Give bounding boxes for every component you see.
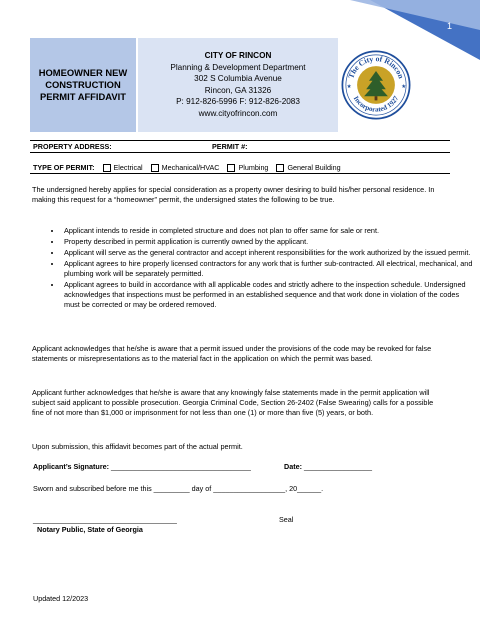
updated-date: Updated 12/2023	[33, 594, 89, 603]
seal-top-text: The City of Rincon	[346, 54, 406, 80]
property-address-field[interactable]	[33, 142, 112, 151]
city-state-zip: Rincon, GA 31326	[204, 85, 272, 95]
list-item: • Applicant will serve as the general contractor and accept inherent responsibilities for the work authorized by the issued permit.	[62, 248, 476, 258]
list-item: • Applicant intends to reside in completed structure and does not plan to offer same for sale or rent.	[62, 226, 476, 236]
permit-type-general-building: General Building	[287, 163, 341, 172]
property-address-label: PROPERTY ADDRESS:	[33, 142, 112, 151]
intro-paragraph: The undersigned hereby applies for special consideration as a property owner desiring to build his/her personal residence. In making this request for a “homeowner” permit, the undersigned states the following to be true.	[32, 185, 435, 204]
city-name: CITY OF RINCON	[204, 51, 272, 60]
date-line: _________________	[303, 462, 372, 471]
list-item: • Applicant agrees to hire properly licensed contractors for any work that is further sub-contracted. All electrical, mechanical, and plumbing work will be separately permitted.	[62, 259, 476, 279]
general-building-checkbox[interactable]	[276, 164, 284, 172]
department-name: Planning & Development Department	[170, 62, 306, 72]
plumbing-checkbox[interactable]	[227, 164, 235, 172]
notary-label: Notary Public, State of Georgia	[37, 525, 143, 534]
city-seal-logo	[341, 50, 411, 120]
permit-type-label: TYPE OF PERMIT:	[33, 163, 95, 172]
electrical-checkbox[interactable]	[103, 164, 111, 172]
page-number: 1	[446, 21, 452, 31]
form-title-box	[30, 38, 136, 132]
permit-type-row	[33, 163, 341, 172]
submission-paragraph: Upon submission, this affidavit becomes part of the actual permit.	[32, 442, 243, 451]
seal-label: Seal	[279, 515, 294, 524]
applicant-signature-line: ___________________________________	[111, 462, 251, 471]
divider	[30, 152, 450, 153]
corner-decoration-light	[350, 0, 480, 30]
list-item: • Property described in permit application is currently owned by the applicant.	[62, 237, 476, 247]
form-title-line-3: PERMIT AFFIDAVIT	[40, 91, 126, 102]
svg-text:★: ★	[401, 83, 407, 90]
revocation-paragraph: Applicant acknowledges that he/she is aware that a permit issued under the provisions of the code may be revoked for false statements or misrepresentations as to the material fact in the application on which the permit was based.	[32, 344, 432, 363]
false-statement-paragraph: Applicant further acknowledges that he/she is aware that any knowingly false statements made in the permit application will subject said applicant to possible prosecution. Georgia Criminal Code, Section 26-2402 (False Swearing) calls for a possible fine of not more than $1,000 or imprisonment for not less than one (1) or more than five (5) years, or both.	[32, 388, 434, 417]
notary-signature-line[interactable]: ____________________________________	[33, 515, 177, 524]
website-link[interactable]: www.cityofrincon.com	[198, 108, 278, 118]
date-field[interactable]	[284, 462, 372, 471]
affirmation-list	[32, 226, 476, 311]
divider	[30, 140, 450, 141]
permit-number-field[interactable]	[212, 142, 248, 151]
permit-type-electrical: Electrical	[113, 163, 143, 172]
date-label: Date:	[284, 462, 302, 471]
mechanical-checkbox[interactable]	[151, 164, 159, 172]
svg-text:★: ★	[346, 83, 352, 90]
form-title-line-1: HOMEOWNER NEW	[38, 67, 128, 78]
applicant-signature-label: Applicant’s Signature:	[33, 462, 110, 471]
phone-fax: P: 912-826-5996 F: 912-826-2083	[176, 97, 300, 106]
form-title-line-2: CONSTRUCTION	[45, 79, 121, 90]
applicant-signature-field[interactable]	[33, 462, 251, 471]
permit-number-label: PERMIT #:	[212, 142, 248, 151]
street-address: 302 S Columbia Avenue	[194, 74, 282, 83]
permit-type-mechanical: Mechanical/HVAC	[161, 163, 220, 172]
permit-type-plumbing: Plumbing	[238, 163, 269, 172]
list-item: • Applicant agrees to build in accordance with all applicable codes and strictly adhere to the inspection schedule. Undersigned acknowledges that inspections must be performed in an established sequence and that work done in violation of the codes must be corrected or may be ordered removed.	[62, 280, 476, 310]
seal-bottom-text: Incorporated 1927	[351, 94, 401, 114]
divider	[30, 173, 450, 174]
sworn-statement: Sworn and subscribed before me this _________ day of __________________, 20______.	[33, 484, 324, 493]
city-contact-box	[138, 38, 338, 132]
